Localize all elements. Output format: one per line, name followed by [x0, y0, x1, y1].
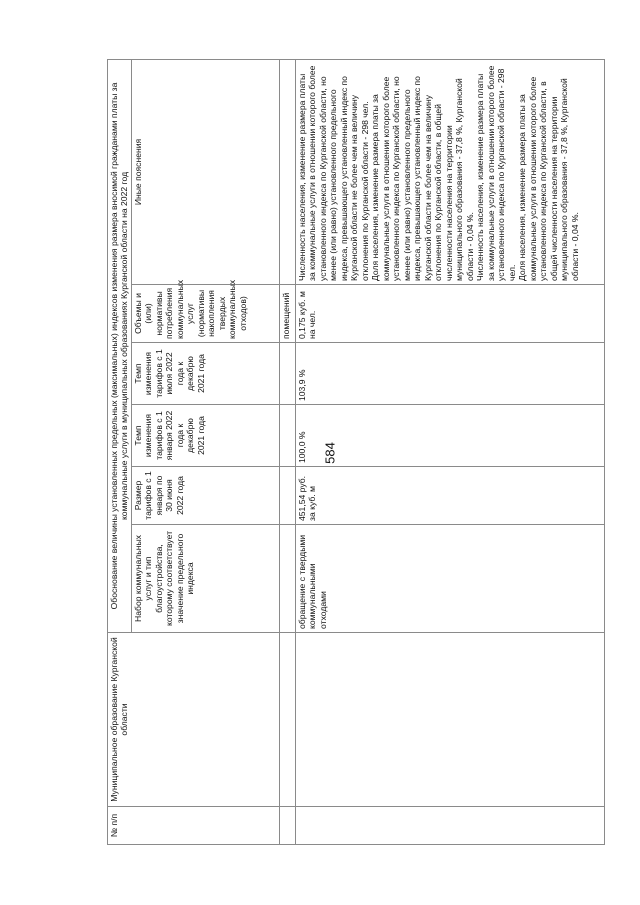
row-notes [295, 59, 604, 284]
row-tariff: 451,54 руб. за куб. м [295, 467, 604, 525]
note-paragraph: Численность населения, изменение размера платы за коммунальные услуги в отношении которого более установленного индекса по Курганской области - 298 чел. [475, 65, 517, 281]
table-cell-empty [279, 59, 295, 284]
table-cell-empty [279, 343, 295, 405]
header-growth-jul: Темп изменения тарифов с 1 июля 2022 года к декабрю 2021 года [131, 343, 279, 405]
row-num [295, 807, 604, 845]
note-paragraph: Численность населения, изменение размера платы за коммунальные услуги в отношении которого более установленного индекса по Курганской области, но менее (или равно) установленного предельного индекса, превышающего установленный индекс по Курганской области не более чем на величину отклонения по Курганской области - 298 чел. [296, 65, 370, 281]
table-row [295, 59, 604, 844]
row-municipality [295, 633, 604, 807]
premises-label: помещений [279, 285, 295, 343]
note-paragraph: Доля населения, изменение размера платы за коммунальные услуги в отношении которого более установленного индекса по Курганской области, в общей численности населения на территории муниципального образования - 37,8 %, Курганской области - 0,04 %. [517, 76, 580, 281]
header-growth-jan: Темп изменения тарифов с 1 января 2022 года к декабрю 2021 года [131, 405, 279, 467]
row-volume: 0,175 куб. м на чел. [295, 285, 604, 343]
row-growth-jul: 103,9 % [295, 343, 604, 405]
header-municipality: Муниципальное образование Курганской области [108, 633, 280, 807]
header-services: Набор коммунальных услуг и тип благоустройства, которому соответствует значение предельного индекса [131, 525, 279, 633]
table-cell-empty [279, 467, 295, 525]
row-service: обращение с твердыми коммунальными отходами [295, 525, 604, 633]
table-cell-empty [279, 633, 295, 807]
table-cell-empty [279, 405, 295, 467]
index-justification-table [107, 59, 605, 845]
table-cell-empty [279, 525, 295, 633]
rotated-table-container [107, 60, 605, 845]
header-group-justification: Обоснование величины установленных предельных (максимальных) индексов изменения размера вносимой гражданами платы за коммунальные услуги в муниципальных образованиях Курганской области на 2022 год [108, 59, 132, 632]
table-cell-empty [279, 807, 295, 845]
header-notes: Иные пояснения [131, 59, 279, 284]
row-growth-jan: 100,0 % [295, 405, 604, 467]
header-volumes: Объемы и (или) нормативы потребления коммунальных услуг (нормативы накопления твердых коммунальных отходов) [131, 285, 279, 343]
page-number: 584 [322, 442, 338, 464]
header-tariff-size: Размер тарифов с 1 января по 30 июня 2022 года [131, 467, 279, 525]
note-paragraph: Доля населения, изменение размера платы за коммунальные услуги в отношении которого более установленного индекса по Курганской области, но менее (или равно) установленного предельного индекса, превышающего установленный индекс по Курганской области не более чем на величину отклонения по Курганской области, в общей численности населения на территории муниципального образования - 37,8 %, Курганской области - 0,04 %. [370, 76, 475, 281]
header-num: № п/п [108, 807, 280, 845]
